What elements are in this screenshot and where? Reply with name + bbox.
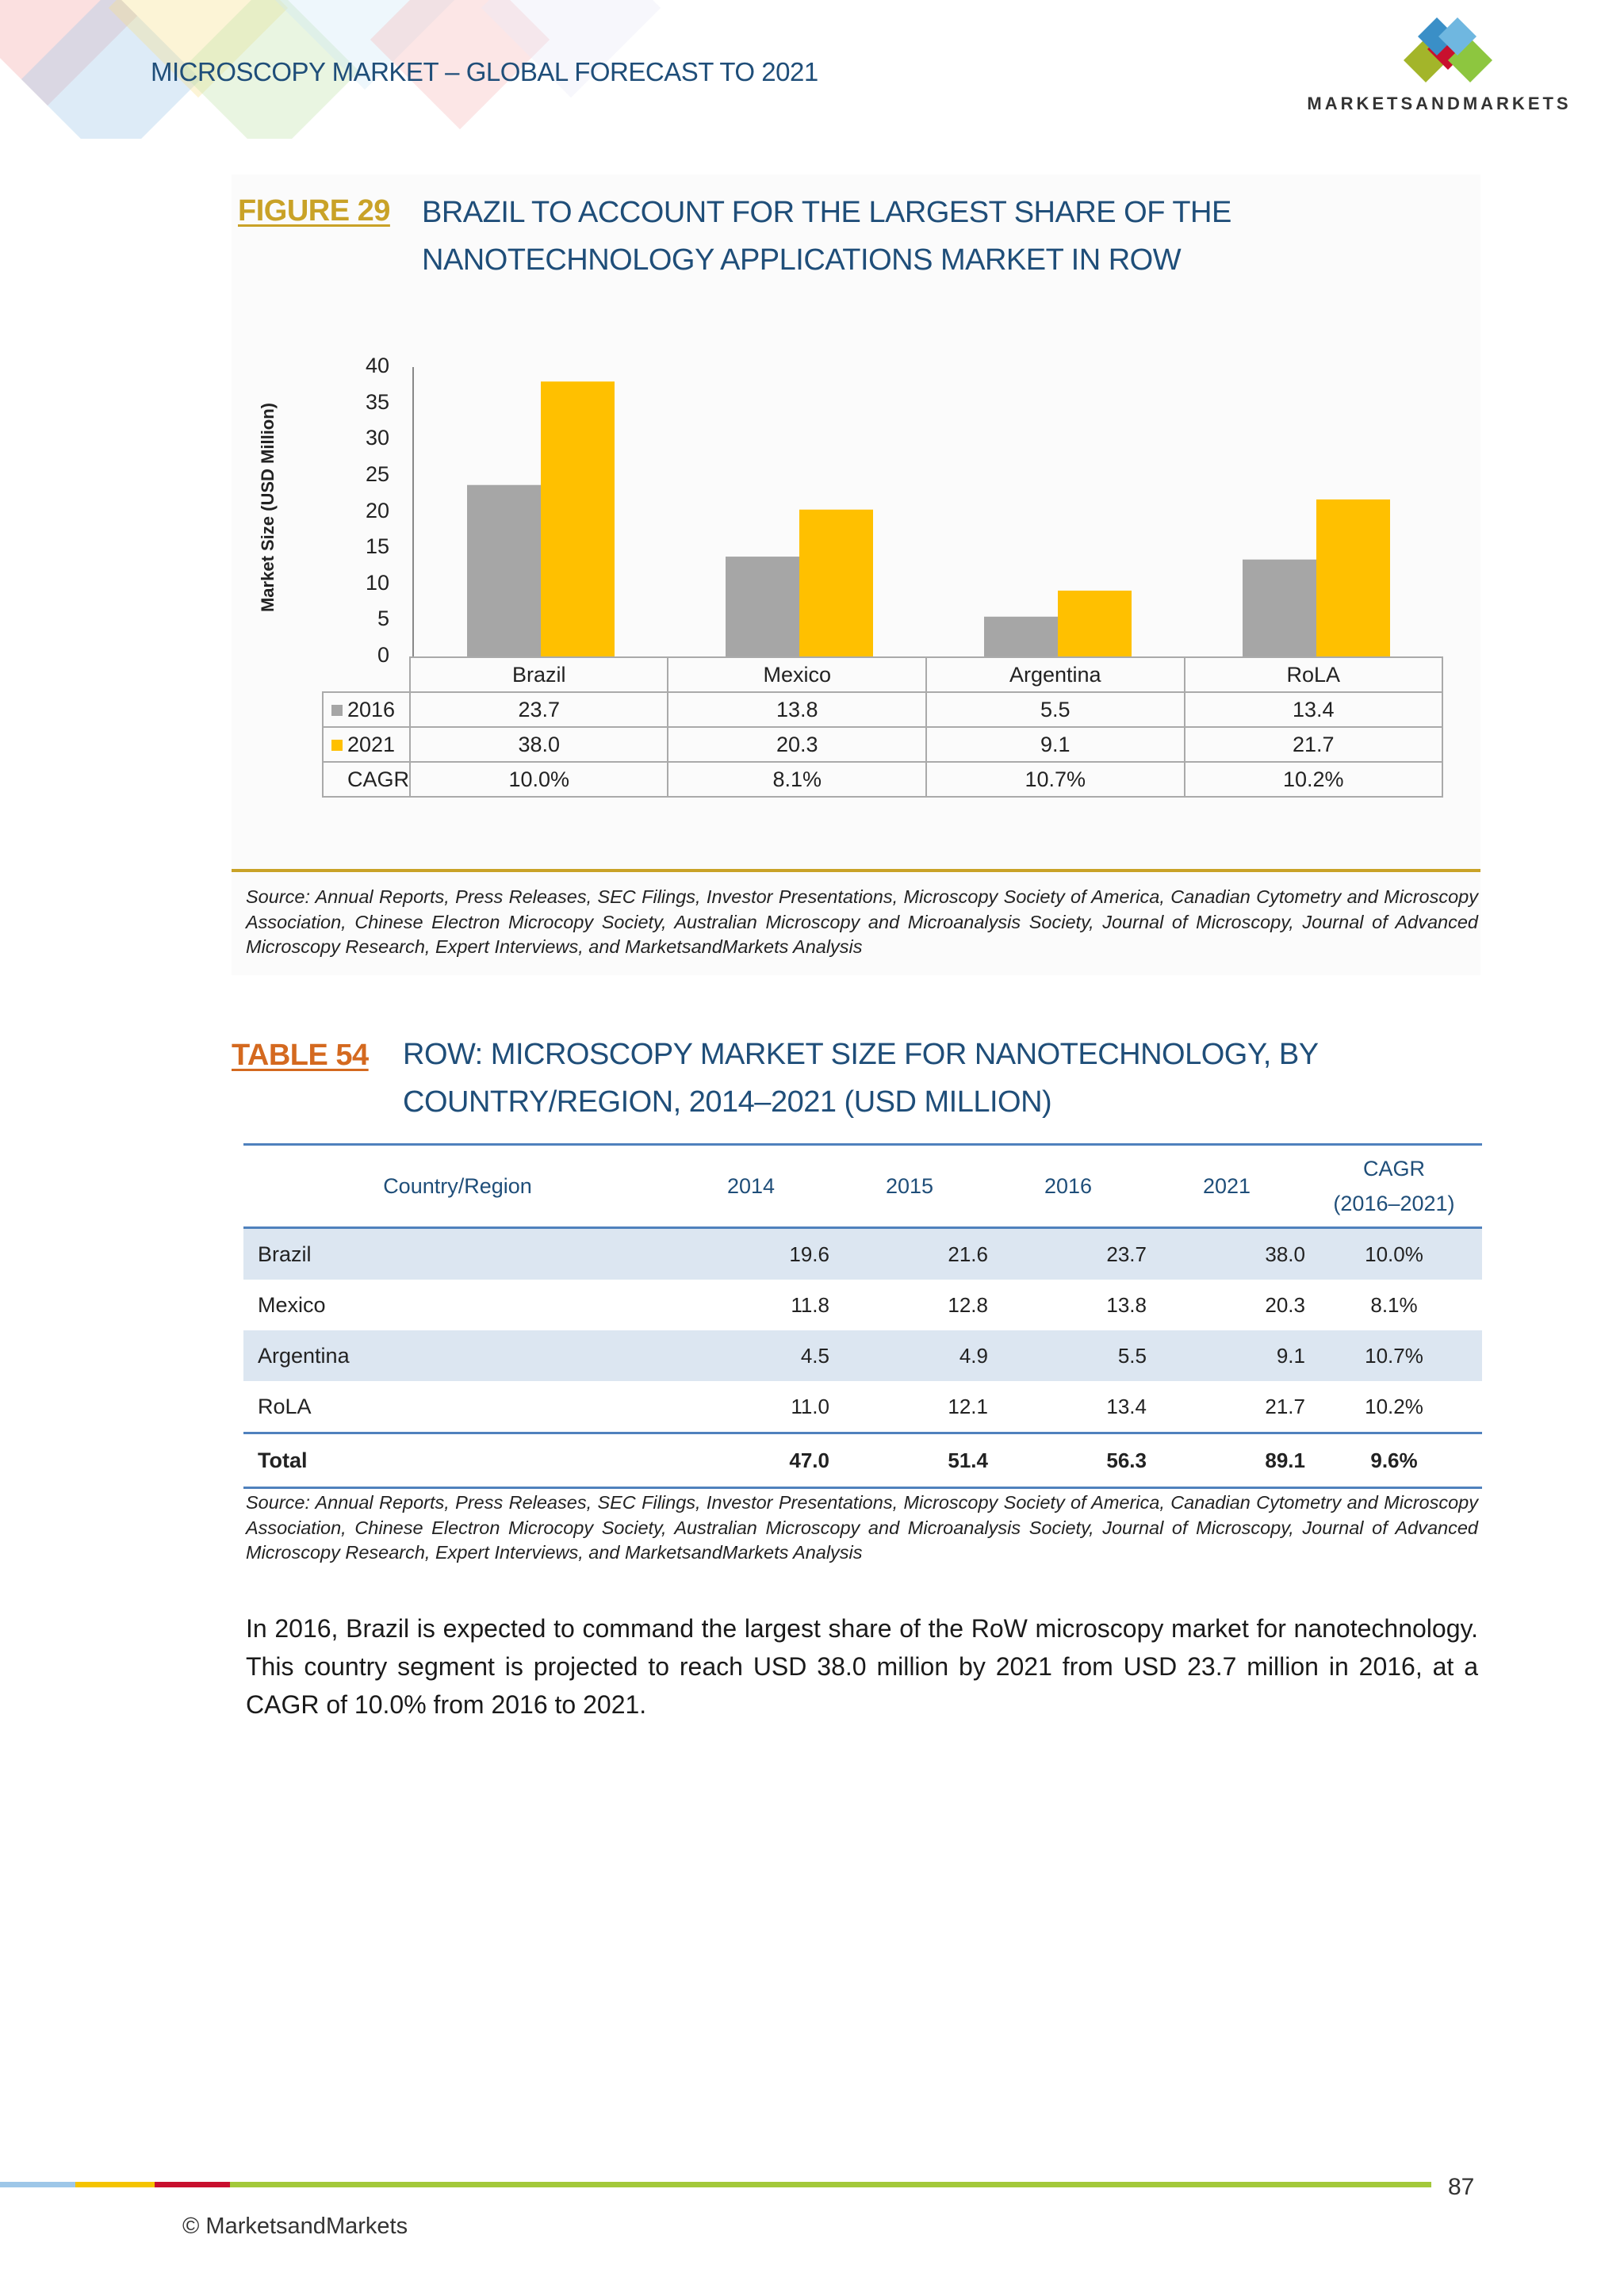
bar-2016-argentina xyxy=(984,617,1058,656)
column-header-cagr xyxy=(1306,1145,1482,1228)
row-name: Mexico xyxy=(258,1292,326,1317)
bar-2016-rola xyxy=(1243,560,1316,656)
figure-label: FIGURE 29 xyxy=(238,194,390,228)
cell: 56.3 xyxy=(989,1433,1147,1488)
row-name: Argentina xyxy=(243,1330,672,1381)
running-title: MICROSCOPY MARKET – GLOBAL FORECAST TO 2021 xyxy=(151,57,818,86)
table-source-note: Source: Annual Reports, Press Releases, SEC Filings, Investor Presentations, Microscopy Society of America, Canadian Cytometry and Microscopy Association, Chinese Electron Microcopy Society, Australian Microscopy and Microanalysis Society, Journal of Microscopy, Journal of Advanced Microscopy Research, Expert Interviews, and MarketsandMarkets Analysis xyxy=(246,1492,1478,1563)
data-cell: 23.7 xyxy=(410,692,668,727)
column-header: 2021 xyxy=(1147,1145,1306,1228)
data-cell: 38.0 xyxy=(410,727,668,762)
cagr-cell: 9.6% xyxy=(1306,1433,1482,1488)
bar-2016-mexico xyxy=(726,557,799,656)
y-tick-label: 35 xyxy=(365,389,389,414)
cell: 12.1 xyxy=(948,1394,988,1418)
data-cell: 13.8 xyxy=(668,692,925,727)
y-tick-label: 5 xyxy=(377,607,389,631)
table-label: TABLE 54 xyxy=(232,1039,369,1072)
table-total-row xyxy=(243,1433,1482,1488)
data-cell: 13.4 xyxy=(1185,692,1442,727)
cagr-header-line2: (2016–2021) xyxy=(1333,1192,1455,1215)
legend-label: 2016 xyxy=(347,697,396,721)
category-label: Argentina xyxy=(926,657,1185,692)
cagr-cell: 8.1% xyxy=(1370,1292,1418,1317)
cell: 4.9 xyxy=(830,1330,989,1381)
legend-swatch-2021 xyxy=(331,740,343,751)
data-cell: 9.1 xyxy=(926,727,1185,762)
chart-table-row-2021 xyxy=(323,727,1442,762)
row-name: Total xyxy=(243,1433,672,1488)
bar-2021-argentina xyxy=(1058,591,1132,656)
column-header: 2014 xyxy=(672,1145,830,1228)
category-label: Mexico xyxy=(668,657,925,692)
cell: 21.7 xyxy=(1265,1394,1305,1418)
bar-chart xyxy=(0,0,1624,714)
figure-source-note: Source: Annual Reports, Press Releases, SEC Filings, Investor Presentations, Microscopy Society of America, Canadian Cytometry and Microscopy Association, Chinese Electron Microcopy Society, Australian Microscopy and Microanalysis Society, Journal of Microscopy, Journal of Advanced Microscopy Research, Expert Interviews, and MarketsandMarkets Analysis xyxy=(246,886,1478,957)
cagr-cell: 10.7% xyxy=(1306,1330,1482,1381)
legend-swatch-2016 xyxy=(331,705,343,716)
y-axis-label: Market Size (USD Million) xyxy=(258,402,278,613)
cagr-cell: 10.2% xyxy=(1365,1394,1423,1418)
bar-2021-rola xyxy=(1316,499,1390,656)
cell: 21.6 xyxy=(830,1228,989,1280)
table-row xyxy=(243,1280,1482,1330)
cell: 5.5 xyxy=(989,1330,1147,1381)
data-cell: 10.7% xyxy=(926,762,1185,797)
cell: 11.0 xyxy=(791,1394,829,1418)
cell: 11.8 xyxy=(791,1292,829,1317)
cell: 12.8 xyxy=(948,1292,988,1317)
cell: 4.5 xyxy=(672,1330,830,1381)
data-cell: 10.0% xyxy=(410,762,668,797)
cell: 51.4 xyxy=(830,1433,989,1488)
page-number: 87 xyxy=(1448,2174,1475,2200)
y-tick-label: 25 xyxy=(365,461,389,486)
cell: 38.0 xyxy=(1147,1228,1306,1280)
data-cell: 21.7 xyxy=(1185,727,1442,762)
data-cell: 5.5 xyxy=(926,692,1185,727)
figure-divider xyxy=(232,869,1480,872)
footer-bar-blue xyxy=(0,2182,75,2187)
legend-label: 2021 xyxy=(347,732,396,756)
column-header: Country/Region xyxy=(243,1145,672,1228)
market-size-table xyxy=(243,1143,1482,1489)
row-name: RoLA xyxy=(258,1394,312,1418)
data-cell: 8.1% xyxy=(668,762,925,797)
column-header: 2015 xyxy=(830,1145,989,1228)
y-tick-label: 20 xyxy=(365,498,389,522)
y-tick-label: 0 xyxy=(377,643,389,667)
y-tick-label: 30 xyxy=(365,426,389,450)
data-cell: 10.2% xyxy=(1185,762,1442,797)
y-tick-label: 40 xyxy=(365,354,389,377)
footer-bar-green xyxy=(230,2182,1431,2187)
table-row xyxy=(243,1381,1482,1433)
body-paragraph: In 2016, Brazil is expected to command the largest share of the RoW microscopy market for nanotechnology. This country segment is projected to reach USD 38.0 million by 2021 from USD 23.7 million in 2016, at a CAGR of 10.0% from 2016 to 2021. xyxy=(246,1614,1478,1719)
bar-2021-mexico xyxy=(799,510,873,656)
logo-wordmark: MARKETSANDMARKETS xyxy=(1307,94,1572,113)
copyright-notice: © MarketsandMarkets xyxy=(182,2214,408,2239)
row-label: CAGR xyxy=(323,762,410,797)
cell: 47.0 xyxy=(672,1433,830,1488)
footer-bar-red xyxy=(155,2182,230,2187)
table-row xyxy=(243,1228,1482,1280)
cell: 13.4 xyxy=(1106,1394,1147,1418)
category-label: RoLA xyxy=(1185,657,1442,692)
table-row xyxy=(243,1330,1482,1381)
chart-table-row-cagr xyxy=(323,762,1442,797)
column-header: 2016 xyxy=(989,1145,1147,1228)
figure-title: BRAZIL TO ACCOUNT FOR THE LARGEST SHARE OF THE NANOTECHNOLOGY APPLICATIONS MARKET IN ROW xyxy=(422,196,1231,277)
chart-table-category-row xyxy=(323,657,1442,692)
cagr-header-line1: CAGR xyxy=(1362,1157,1425,1181)
y-tick-label: 15 xyxy=(365,534,389,559)
cagr-cell: 10.0% xyxy=(1306,1228,1482,1280)
data-cell: 20.3 xyxy=(668,727,925,762)
cell: 23.7 xyxy=(989,1228,1147,1280)
cell: 19.6 xyxy=(672,1228,830,1280)
bar-2021-brazil xyxy=(541,381,615,656)
footer-bar-yellow xyxy=(75,2182,155,2187)
category-label: Brazil xyxy=(410,657,668,692)
cell: 89.1 xyxy=(1147,1433,1306,1488)
row-name: Brazil xyxy=(243,1228,672,1280)
cell: 9.1 xyxy=(1147,1330,1306,1381)
cell: 13.8 xyxy=(1106,1292,1147,1317)
y-tick-label: 10 xyxy=(365,570,389,595)
cell: 20.3 xyxy=(1265,1292,1305,1317)
bar-2016-brazil xyxy=(467,485,541,656)
table-header-row xyxy=(243,1145,1482,1228)
chart-data-table xyxy=(322,656,1443,798)
chart-table-row-2016 xyxy=(323,692,1442,727)
table-title: ROW: MICROSCOPY MARKET SIZE FOR NANOTECHNOLOGY, BY COUNTRY/REGION, 2014–2021 (USD MILLION) xyxy=(403,1038,1318,1119)
